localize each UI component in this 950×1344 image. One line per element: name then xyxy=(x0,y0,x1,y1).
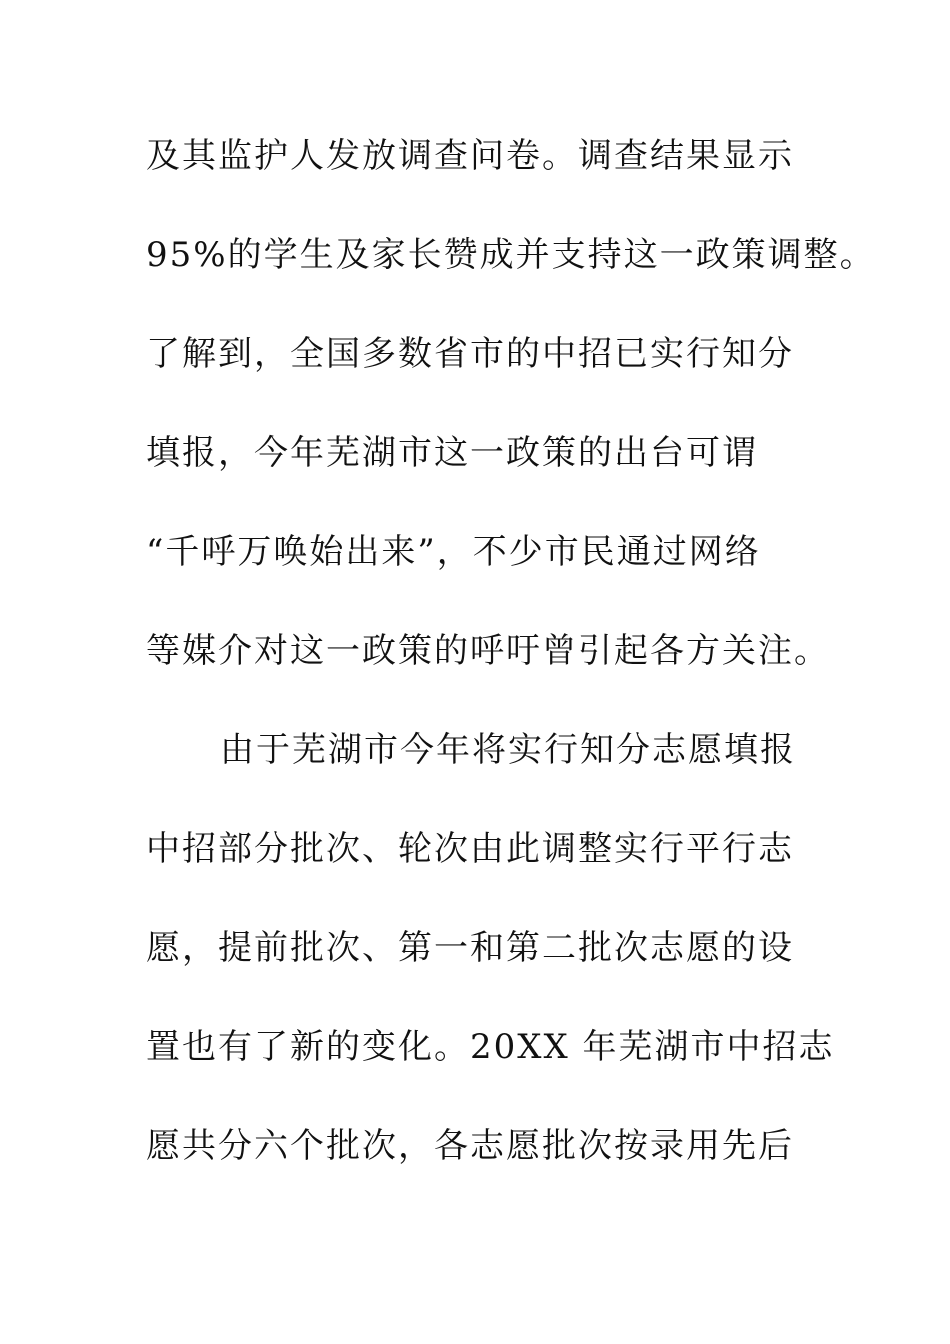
text-line: 中招部分批次、轮次由此调整实行平行志 xyxy=(146,829,794,869)
text-line: 置也有了新的变化。20XX 年芜湖市中招志 xyxy=(146,1027,835,1067)
text-line: 填报，今年芜湖市这一政策的出台可谓 xyxy=(146,433,758,473)
paragraph-start-line: 由于芜湖市今年将实行知分志愿填报 xyxy=(220,730,796,770)
text-line: 及其监护人发放调查问卷。调查结果显示 xyxy=(146,136,794,176)
text-line: 愿，提前批次、第一和第二批次志愿的设 xyxy=(146,928,794,968)
text-line: 95%的学生及家长赞成并支持这一政策调整。 xyxy=(146,235,876,275)
text-line: 等媒介对这一政策的呼吁曾引起各方关注。 xyxy=(146,631,830,671)
body-text xyxy=(146,126,876,1215)
text-line: 愿共分六个批次，各志愿批次按录用先后 xyxy=(146,1126,794,1166)
text-line: 了解到，全国多数省市的中招已实行知分 xyxy=(146,334,794,374)
text-line: “千呼万唤始出来”，不少市民通过网络 xyxy=(146,532,761,572)
